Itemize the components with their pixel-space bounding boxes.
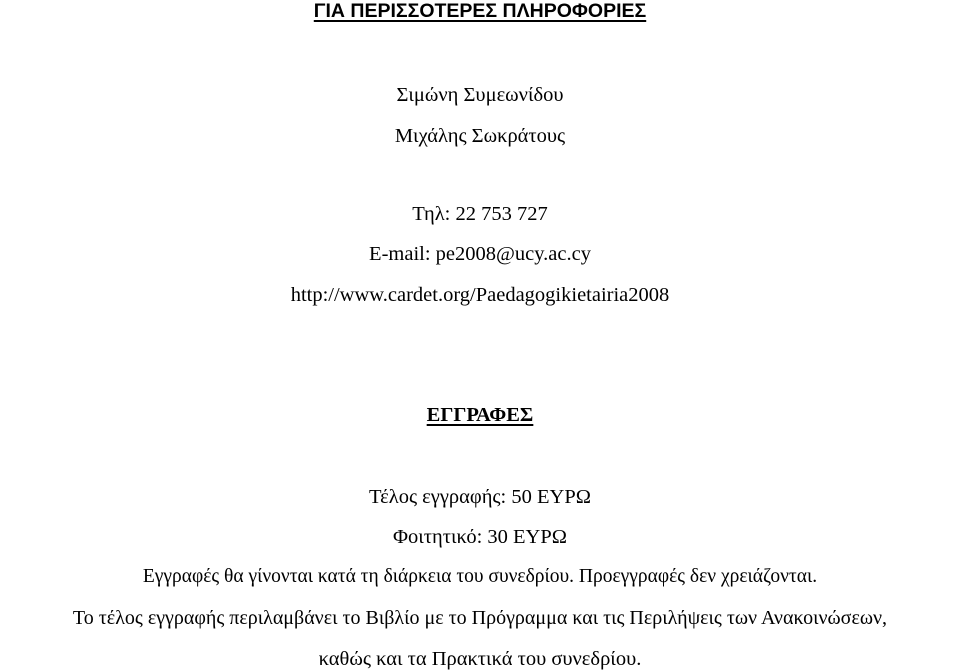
registration-heading: ΕΓΓΡΑΦΕΣ [426,404,534,426]
contact-name-1: Σιμώνη Συμεωνίδου [396,84,564,106]
email-address[interactable]: E-mail: pe2008@ucy.ac.cy [369,243,591,265]
student-fee: Φοιτητικό: 30 ΕΥΡΩ [393,526,567,548]
registration-note-line-2: Το τέλος εγγραφής περιλαμβάνει το Βιβλίο με το Πρόγραμμα και τις Περιλήψεις των Ανακοινώσεων, [72,607,888,629]
website-link[interactable]: http://www.cardet.org/Paedagogikietairia2008 [290,284,670,306]
registration-fee: Τέλος εγγραφής: 50 ΕΥΡΩ [369,486,591,508]
registration-note-line-1: Εγγραφές θα γίνονται κατά τη διάρκεια του συνεδρίου. Προεγγραφές δεν χρειάζονται. [142,566,818,587]
contact-name-2: Μιχάλης Σωκράτους [394,125,566,147]
phone-number: Τηλ: 22 753 727 [412,203,548,225]
info-heading: ΓΙΑ ΠΕΡΙΣΣΟΤΕΡΕΣ ΠΛΗΡΟΦΟΡΙΕΣ [313,0,647,22]
registration-note-line-3: καθώς και τα Πρακτικά του συνεδρίου. [318,648,642,670]
